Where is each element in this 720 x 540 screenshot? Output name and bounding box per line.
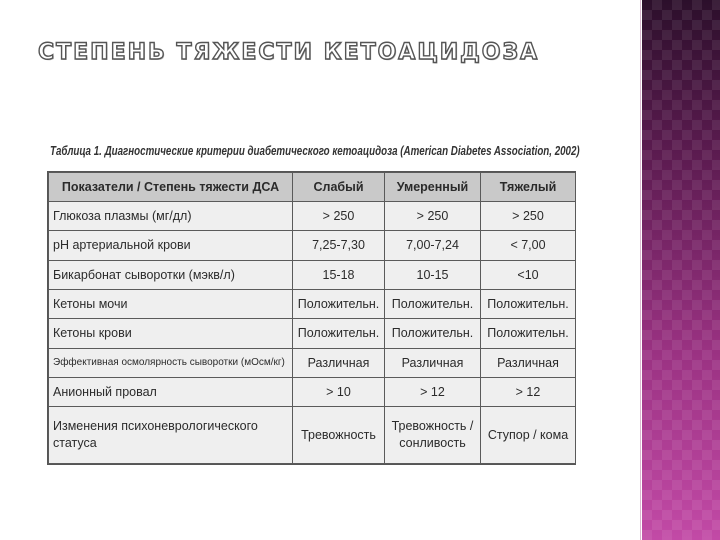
table-row [49, 260, 576, 289]
table-row [49, 289, 576, 318]
cell-severe: Ступор / кома [481, 407, 576, 464]
row-label: Анионный провал [49, 377, 293, 406]
header-mild: Слабый [293, 173, 385, 202]
cell-severe: > 250 [481, 202, 576, 231]
cell-severe: > 12 [481, 377, 576, 406]
row-label: Бикарбонат сыворотки (мэкв/л) [49, 260, 293, 289]
row-label: Кетоны крови [49, 319, 293, 348]
cell-mild: > 250 [293, 202, 385, 231]
cell-moderate: Различная [385, 348, 481, 377]
table-header-row [49, 173, 576, 202]
cell-mild: Положительн. [293, 289, 385, 318]
header-severe: Тяжелый [481, 173, 576, 202]
header-indicators: Показатели / Степень тяжести ДСА [49, 173, 293, 202]
header-moderate: Умеренный [385, 173, 481, 202]
criteria-table-container [47, 171, 576, 465]
table-row [49, 319, 576, 348]
criteria-table [48, 172, 576, 464]
cell-mild: Различная [293, 348, 385, 377]
table-row [49, 407, 576, 464]
cell-mild: Тревожность [293, 407, 385, 464]
row-label: рН артериальной крови [49, 231, 293, 260]
slide-title: СТЕПЕНЬ ТЯЖЕСТИ КЕТОАЦИДОЗА [38, 40, 540, 65]
cell-moderate: 10-15 [385, 260, 481, 289]
table-row [49, 377, 576, 406]
row-label: Изменения психоневрологического статуса [49, 407, 293, 464]
row-label: Кетоны мочи [49, 289, 293, 318]
cell-mild: 15-18 [293, 260, 385, 289]
table-row [49, 202, 576, 231]
cell-mild: > 10 [293, 377, 385, 406]
table-row [49, 348, 576, 377]
row-label: Глюкоза плазмы (мг/дл) [49, 202, 293, 231]
cell-moderate: Положительн. [385, 289, 481, 318]
row-label: Эффективная осмолярность сыворотки (мОсм/кг) [49, 348, 293, 377]
cell-moderate: Положительн. [385, 319, 481, 348]
cell-moderate: Тревожность / сонливость [385, 407, 481, 464]
decorative-side-panel [642, 0, 720, 540]
cell-severe: Положительн. [481, 289, 576, 318]
cell-moderate: > 12 [385, 377, 481, 406]
cell-severe: Различная [481, 348, 576, 377]
side-divider [640, 0, 641, 540]
cell-severe: <10 [481, 260, 576, 289]
table-row [49, 231, 576, 260]
cell-moderate: 7,00-7,24 [385, 231, 481, 260]
cell-mild: Положительн. [293, 319, 385, 348]
table-caption: Таблица 1. Диагностические критерии диабетического кетоацидоза (American Diabetes Association, 2002) [50, 143, 580, 158]
cell-mild: 7,25-7,30 [293, 231, 385, 260]
cell-severe: Положительн. [481, 319, 576, 348]
cell-moderate: > 250 [385, 202, 481, 231]
cell-severe: < 7,00 [481, 231, 576, 260]
